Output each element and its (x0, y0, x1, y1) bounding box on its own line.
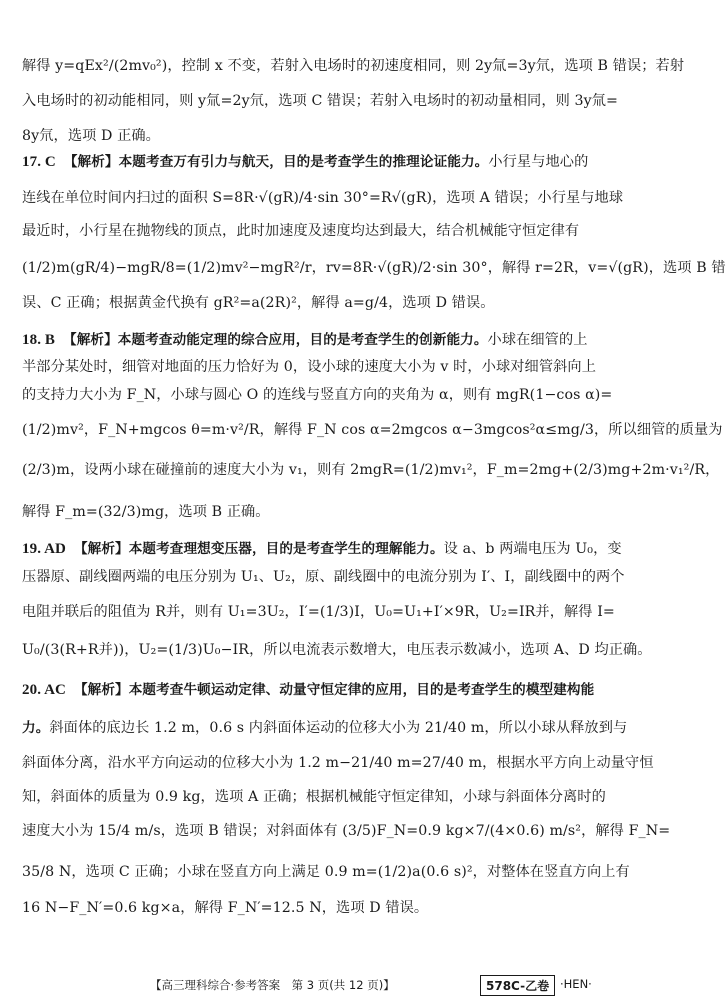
text-line (22, 330, 634, 350)
text-line (22, 539, 634, 559)
line-text: 最近时，小行星在抛物线的顶点，此时加速度及速度均达到最大，结合机械能守恒定律有 (22, 223, 580, 239)
page-footer (0, 975, 653, 997)
text-line (22, 753, 654, 773)
text-line (22, 385, 634, 405)
line-text: 半部分某处时，细管对地面的压力恰好为 0，设小球的速度大小为 v 时，小球对细管斜向上 (22, 359, 596, 375)
text-line (22, 602, 634, 622)
text-line (22, 420, 723, 440)
line-text: 入电场时的初动能相同，则 y氚=2y氘，选项 C 错误；若射入电场时的初动量相同，则 3y氚= (22, 93, 619, 109)
line-text: 电阻并联后的阻值为 R并，则有 U₁=3U₂，I′=(1/3)I，U₀=U₁+I′×9R，U₂=IR并，解得 I= (22, 604, 615, 620)
line-text: 小行星与地心的 (488, 154, 589, 170)
text-line (22, 221, 634, 241)
text-line (22, 460, 720, 480)
line-text: 斜面体分离，沿水平方向运动的位移大小为 1.2 m−21/40 m=27/40 m，根据水平方向上动量守恒 (22, 755, 654, 771)
text-line (22, 152, 634, 172)
line-text: 压器原、副线圈两端的电压分别为 U₁、U₂，原、副线圈中的电流分别为 I′、I，副线圈中的两个 (22, 569, 625, 585)
text-line (22, 821, 671, 841)
text-line (22, 718, 634, 738)
line-text: 解得 y=qEx²/(2mv₀²)，控制 x 不变，若射入电场时的初速度相同，则 2y氚=3y氘，选项 B 错误；若射 (22, 58, 685, 74)
line-text: 知，斜面体的质量为 0.9 kg，选项 A 正确；根据机械能守恒定律知，小球与斜面体分离时的 (22, 789, 606, 805)
text-line (22, 502, 634, 522)
line-text: 解得 F_m=(32/3)mg，选项 B 正确。 (22, 504, 270, 520)
footer-title: 【高三理科综合·参考答案 第 3 页(共 12 页)】 (150, 978, 395, 992)
text-line (22, 357, 634, 377)
text-line (22, 787, 634, 807)
text-line (22, 567, 634, 587)
text-line (22, 640, 652, 660)
question-number: 17. C (22, 154, 56, 170)
question-number: 18. B (22, 332, 56, 348)
text-line (22, 188, 634, 208)
line-text: 误、C 正确；根据黄金代换有 gR²=a(2R)²，解得 a=g/4，选项 D 错误。 (22, 295, 495, 311)
line-text: 连线在单位时间内扫过的面积 S=8R·√(gR)/4·sin 30°=R√(gR)，选项 A 错误；小行星与地球 (22, 190, 624, 206)
analysis-heading: 力。 (22, 720, 50, 736)
line-text: 设 a、b 两端电压为 U₀，变 (443, 541, 622, 557)
line-text: 斜面体的底边长 1.2 m，0.6 s 内斜面体运动的位移大小为 21/40 m，所以小球从释放到与 (49, 720, 628, 736)
line-text: 的支持力大小为 F_N，小球与圆心 O 的连线与竖直方向的夹角为 α，则有 mgR(1−cos α)= (22, 387, 613, 403)
text-line (22, 56, 685, 76)
question-number: 20. AC (22, 682, 66, 698)
question-number: 19. AD (22, 541, 66, 557)
line-text: U₀/(3(R+R并))，U₂=(1/3)U₀−IR，所以电流表示数增大，电压表示数减小，选项 A、D 均正确。 (22, 642, 652, 658)
analysis-heading: 【解析】本题考查牛顿运动定律、动量守恒定律的应用，目的是考查学生的模型建构能 (73, 682, 595, 698)
line-text: 8y氘，选项 D 正确。 (22, 128, 160, 144)
line-text: (2/3)m，设两小球在碰撞前的速度大小为 v₁，则有 2mgR=(1/2)mv₁²，F_m=2mg+(2/3)mg+2m·v₁²/R， (22, 462, 720, 478)
analysis-heading: 【解析】本题考查动能定理的综合应用，目的是考查学生的创新能力。 (63, 332, 488, 348)
line-text: 35/8 N，选项 C 正确；小球在竖直方向上满足 0.9 m=(1/2)a(0.6 s)²，对整体在竖直方向上有 (22, 864, 630, 880)
text-line (22, 293, 634, 313)
text-line (22, 91, 634, 111)
text-line (22, 862, 634, 882)
exam-code-box: 578C-乙卷 (480, 975, 555, 996)
footer-suffix: ·HEN· (560, 977, 592, 991)
text-line (22, 680, 634, 700)
analysis-heading: 【解析】本题考查理想变压器，目的是考查学生的理解能力。 (73, 541, 444, 557)
line-text: (1/2)mv²，F_N+mgcos θ=m·v²/R，解得 F_N cos α=2mgcos α−3mgcos²α≤mg/3，所以细管的质量为 (22, 422, 723, 438)
line-text: (1/2)m(gR/4)−mgR/8=(1/2)mv²−mgR²/r，rv=8R·√(gR)/2·sin 30°，解得 r=2R，v=√(gR)，选项 B 错 (22, 260, 726, 276)
text-line (22, 898, 634, 918)
text-line (22, 258, 726, 278)
line-text: 小球在细管的上 (487, 332, 588, 348)
analysis-heading: 【解析】本题考查万有引力与航天，目的是考查学生的推理论证能力。 (63, 154, 489, 170)
text-line (22, 126, 634, 146)
line-text: 速度大小为 15/4 m/s，选项 B 错误；对斜面体有 (3/5)F_N=0.9 kg×7/(4×0.6) m/s²，解得 F_N= (22, 823, 671, 839)
line-text: 16 N−F_N′=0.6 kg×a，解得 F_N′=12.5 N，选项 D 错误。 (22, 900, 429, 916)
